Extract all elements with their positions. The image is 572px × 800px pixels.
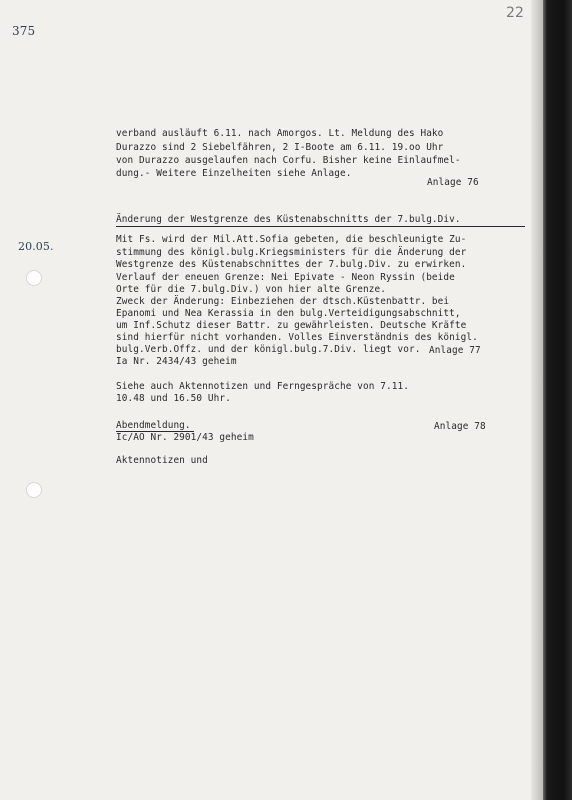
entry2-heading: Änderung der Westgrenze des Küstenabschnitts der 7.bulg.Div. <box>116 214 461 225</box>
entry2-line-1: Mit Fs. wird der Mil.Att.Sofia gebeten, die beschleunigte Zu- <box>116 234 467 245</box>
entry2-line-7: Epanomi und Nea Kerassia in den bulg.Verteidigungsabschnitt, <box>116 308 461 319</box>
entry2-line-8: um Inf.Schutz dieser Battr. zu gewährleisten. Deutsche Kräfte <box>116 320 467 331</box>
entry2-date: 20.05. <box>18 240 54 253</box>
entry2-see-also-1: Siehe auch Aktennotizen und Ferngespräche von 7.11. <box>116 381 409 392</box>
page-number-left: 375 <box>12 24 36 38</box>
entry2-heading-underline <box>116 226 525 227</box>
entry1-line-4: dung.- Weitere Einzelheiten siehe Anlage. <box>116 168 352 179</box>
page-edge-shadow <box>531 0 543 800</box>
entry3-anlage: Anlage 78 <box>434 421 486 432</box>
entry3-heading: Abendmeldung. <box>116 420 191 431</box>
binder-edge <box>543 0 572 800</box>
entry2-line-2: stimmung des königl.bulg.Kriegsministers für die Änderung der <box>116 247 467 258</box>
entry2-line-4: Verlauf der eneuen Grenze: Nei Epivate - Neon Ryssin (beide <box>116 272 455 283</box>
entry2-line-10: bulg.Verb.Offz. und der königl.bulg.7.Div. liegt vor. <box>116 344 421 355</box>
entry2-line-3: Westgrenze des Küstenabschnittes der 7.bulg.Div. zu erwirken. <box>116 259 467 270</box>
entry3-line: Aktennotizen und <box>116 455 208 466</box>
entry1-line-2: Durazzo sind 2 Siebelfähren, 2 I-Boote am 6.11. 19.oo Uhr <box>116 142 444 153</box>
entry1-line-1: verband ausläuft 6.11. nach Amorgos. Lt. Meldung des Hako <box>116 128 444 139</box>
punch-hole-upper <box>26 270 42 286</box>
entry2-reference: Ia Nr. 2434/43 geheim <box>116 356 237 367</box>
punch-hole-lower <box>26 482 42 498</box>
entry2-anlage: Anlage 77 <box>429 345 481 356</box>
entry1-anlage: Anlage 76 <box>427 177 479 188</box>
entry2-line-5: Orte für die 7.bulg.Div.) von hier alte Grenze. <box>116 284 386 295</box>
entry2-see-also-2: 10.48 und 16.50 Uhr. <box>116 393 231 404</box>
entry3-reference: Ic/AO Nr. 2901/43 geheim <box>116 432 254 443</box>
page-number-right: 22 <box>506 5 525 21</box>
entry2-line-9: sind hierfür nicht vorhanden. Volles Einverständnis des königl. <box>116 332 478 343</box>
entry2-line-6: Zweck der Änderung: Einbeziehen der dtsch.Küstenbattr. bei <box>116 296 450 307</box>
entry1-line-3: von Durazzo ausgelaufen nach Corfu. Bisher keine Einlaufmel- <box>116 155 461 166</box>
